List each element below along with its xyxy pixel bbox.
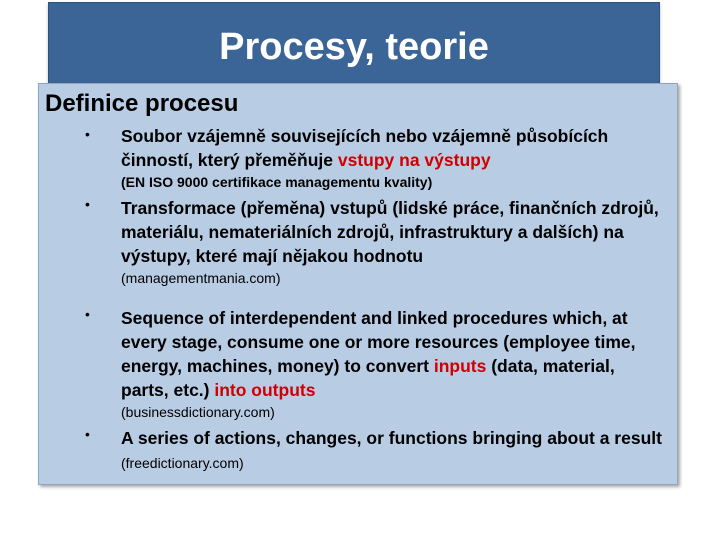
item-highlight: into outputs <box>214 380 316 400</box>
item-text <box>121 426 665 475</box>
item-text <box>121 306 665 402</box>
list-item <box>39 426 677 475</box>
item-text-part: A series of actions, changes, or functions bringing about a result <box>121 428 662 448</box>
title-bar <box>48 2 660 88</box>
item-text-part: Sequence of interdependent and linked procedures which, at every stage, consume one or more resources (employee time, energy, machines, money) to convert <box>121 308 636 376</box>
item-source: (businessdictionary.com) <box>121 404 275 420</box>
bullet-icon: • <box>85 426 90 442</box>
bullet-icon: • <box>85 126 90 142</box>
item-text-part: (data, material, parts, etc.) <box>121 356 615 400</box>
item-highlight: inputs <box>433 356 487 376</box>
item-source: (EN ISO 9000 certifikace managementu kvality) <box>121 174 433 190</box>
section-heading: Definice procesu <box>45 90 239 117</box>
list-item <box>39 306 677 422</box>
slide-title: Procesy, teorie <box>219 25 489 68</box>
item-source: (freedictionary.com) <box>121 455 244 471</box>
list-item <box>39 124 677 192</box>
content-box <box>38 83 678 485</box>
list-item <box>39 196 677 288</box>
item-text <box>121 124 665 172</box>
item-text-part: Soubor vzájemně souvisejících nebo vzájemně působících činností, který přeměňuje <box>121 126 609 170</box>
bullet-icon: • <box>85 306 90 322</box>
bullet-icon: • <box>85 196 90 212</box>
bullet-list <box>39 124 677 475</box>
item-source: (managementmania.com) <box>121 270 281 286</box>
item-highlight: vstupy na výstupy <box>337 150 491 170</box>
item-text: Transformace (přeměna) vstupů (lidské práce, finančních zdrojů, materiálu, nemateriálních zdrojů, infrastruktury a dalších) na výstupy, které mají nějakou hodnotu <box>121 198 659 266</box>
